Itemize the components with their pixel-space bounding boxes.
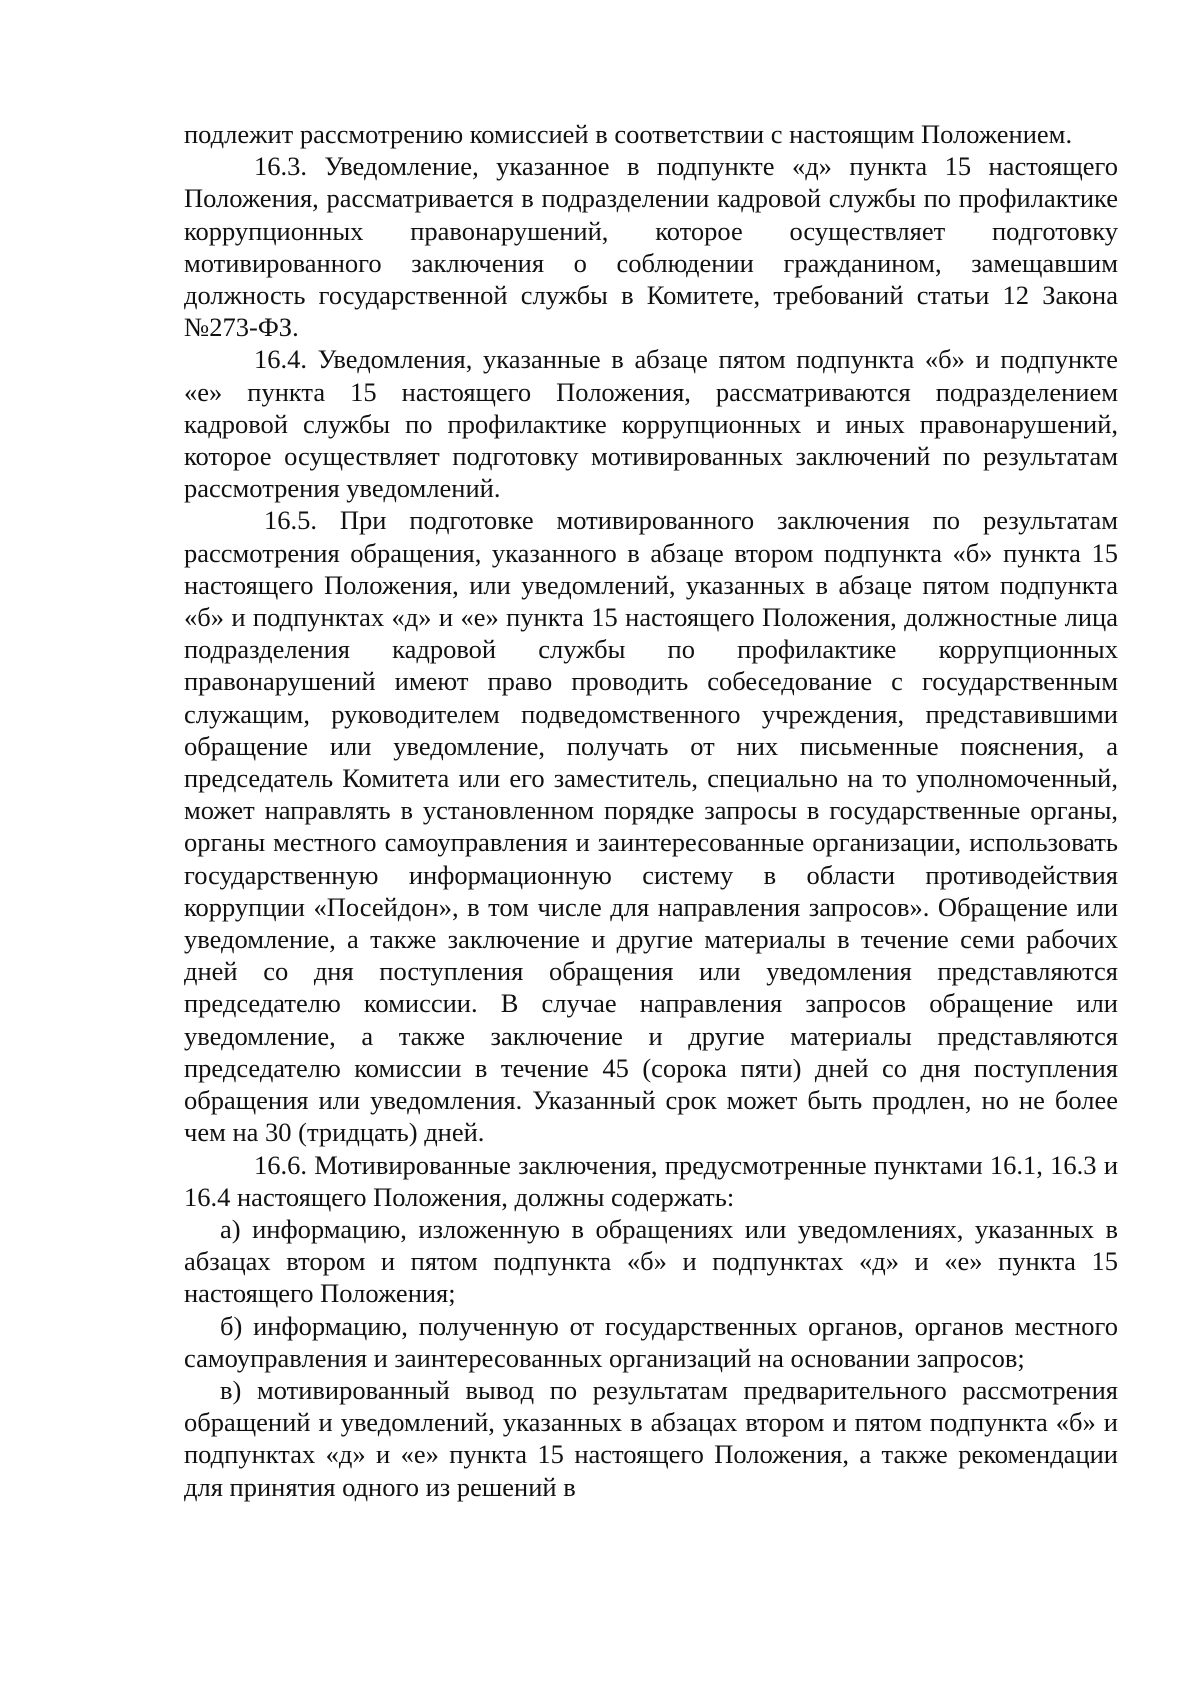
paragraph-16-5: 16.5. При подготовке мотивированного заключения по результатам рассмотрения обращения, указанного в абзаце втором подпункта «б» пункта 15 настоящего Положения, или уведомлений, указанных в абзаце пятом подпункта «б» и подпунктах «д» и «е» пункта 15 настоящего Положения, должностные лица подразделения кадровой службы по профилактике коррупционных правонарушений имеют право проводить собеседование с государственным служащим, руководителем подведомственного учреждения, представившими обращение или уведомление, получать от них письменные пояснения, а председатель Комитета или его заместитель, специально на то уполномоченный, может направлять в установленном порядке запросы в государственные органы, органы местного самоуправления и заинтересованные организации, использовать государственную информационную систему в области противодействия коррупции «Посейдон», в том числе для направления запросов». Обращение или уведомление, а также заключение и другие материалы в течение семи рабочих дней со дня поступления обращения или уведомления представляются председателю комиссии. В случае направления запросов обращение или уведомление, а также заключение и другие материалы представляются председателю комиссии в течение 45 (сорока пяти) дней со дня поступления обращения или уведомления. Указанный срок может быть продлен, но не более чем на 30 (тридцать) дней. <box>184 505 1118 1148</box>
paragraph-item-b: б) информацию, полученную от государственных органов, органов местного самоуправления и заинтересованных организаций на основании запросов; <box>184 1310 1118 1373</box>
paragraph-continuation: подлежит рассмотрению комиссией в соответствии с настоящим Положением. <box>184 119 1073 149</box>
paragraph-item-v: в) мотивированный вывод по результатам предварительного рассмотрения обращений и уведомлений, указанных в абзацах втором и пятом подпункта «б» и подпунктах «д» и «е» пункта 15 настоящего Положения, а также рекомендации для принятия одного из решений в <box>184 1374 1118 1502</box>
paragraph-item-a: а) информацию, изложенную в обращениях или уведомлениях, указанных в абзацах втором и пятом подпункта «б» и подпунктах «д» и «е» пункта 15 настоящего Положения; <box>184 1213 1118 1309</box>
document-body <box>184 118 1118 1503</box>
paragraph-16-6: 16.6. Мотивированные заключения, предусмотренные пунктами 16.1, 16.3 и 16.4 настоящего Положения, должны содержать: <box>184 1149 1118 1212</box>
paragraph-16-3: 16.3. Уведомление, указанное в подпункте «д» пункта 15 настоящего Положения, рассматривается в подразделении кадровой службы по профилактике коррупционных правонарушений, которое осуществляет подготовку мотивированного заключения о соблюдении гражданином, замещавшим должность государственной службы в Комитете, требований статьи 12 Закона №273-ФЗ. <box>184 151 1118 343</box>
paragraph-16-4: 16.4. Уведомления, указанные в абзаце пятом подпункта «б» и подпункте «е» пункта 15 настоящего Положения, рассматриваются подразделением кадровой службы по профилактике коррупционных и иных правонарушений, которое осуществляет подготовку мотивированных заключений по результатам рассмотрения уведомлений. <box>184 344 1118 504</box>
